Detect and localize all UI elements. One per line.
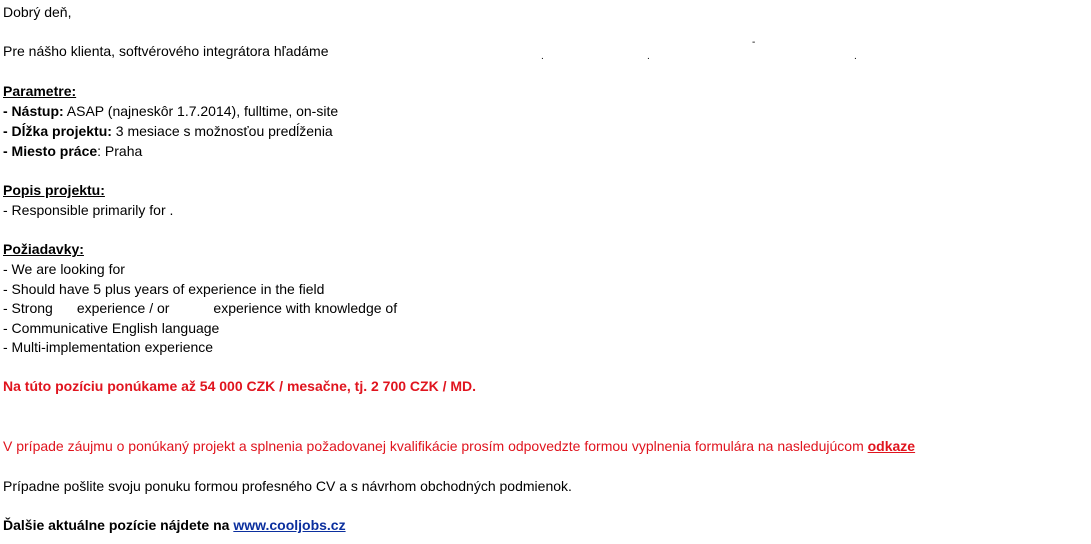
stray-mark: . xyxy=(854,51,857,62)
interest-paragraph xyxy=(3,438,915,455)
offer-text: Na túto pozíciu ponúkame až 54 000 CZK / mesačne, tj. 2 700 CZK / MD. xyxy=(3,378,477,394)
requirement-item: - Communicative English language xyxy=(3,320,220,336)
parameters-heading: Parametre: xyxy=(3,83,77,99)
form-link[interactable]: odkaze xyxy=(867,438,916,454)
more-text: Ďalšie aktuálne pozície nájdete na xyxy=(3,517,234,533)
requirement-item: - Should have 5 plus years of experience in the field xyxy=(3,281,325,297)
intro-text: Pre nášho klienta, softvérového integrátora hľadáme xyxy=(3,43,329,59)
greeting: Dobrý deň, xyxy=(3,4,72,20)
requirement-part: experience with knowledge of xyxy=(213,300,398,316)
project-heading: Popis projektu: xyxy=(3,182,105,198)
requirement-item: - Multi-implementation experience xyxy=(3,339,214,355)
param-place-value: : Praha xyxy=(97,143,143,159)
requirement-part: - Strong xyxy=(3,300,53,316)
cv-text: Prípadne pošlite svoju ponuku formou profesného CV a s návrhom obchodných podmienok. xyxy=(3,478,572,494)
requirement-item: - We are looking for xyxy=(3,261,125,277)
param-duration xyxy=(3,123,333,140)
param-start xyxy=(3,103,338,120)
param-start-label: - Nástup: xyxy=(3,103,64,119)
stray-mark: - xyxy=(752,37,756,48)
stray-mark: . xyxy=(541,51,544,62)
more-positions xyxy=(3,517,346,534)
param-duration-value: 3 mesiace s možnosťou predĺženia xyxy=(111,123,333,139)
requirement-item xyxy=(3,300,407,317)
param-duration-label: - Dĺžka projektu: xyxy=(3,123,112,139)
requirements-heading: Požiadavky: xyxy=(3,241,84,257)
stray-mark: . xyxy=(647,51,650,62)
param-start-value: ASAP (najneskôr 1.7.2014), fulltime, on-site xyxy=(63,103,339,119)
param-place xyxy=(3,143,142,160)
requirement-part: experience / or xyxy=(76,300,170,316)
cooljobs-link[interactable]: www.cooljobs.cz xyxy=(233,517,346,533)
interest-text: V prípade záujmu o ponúkaný projekt a splnenia požadovanej kvalifikácie prosím odpovedzte formou vyplnenia formulára na nasledujúcom xyxy=(3,438,868,454)
param-place-label: - Miesto práce xyxy=(3,143,98,159)
project-line: - Responsible primarily for . xyxy=(3,202,174,218)
